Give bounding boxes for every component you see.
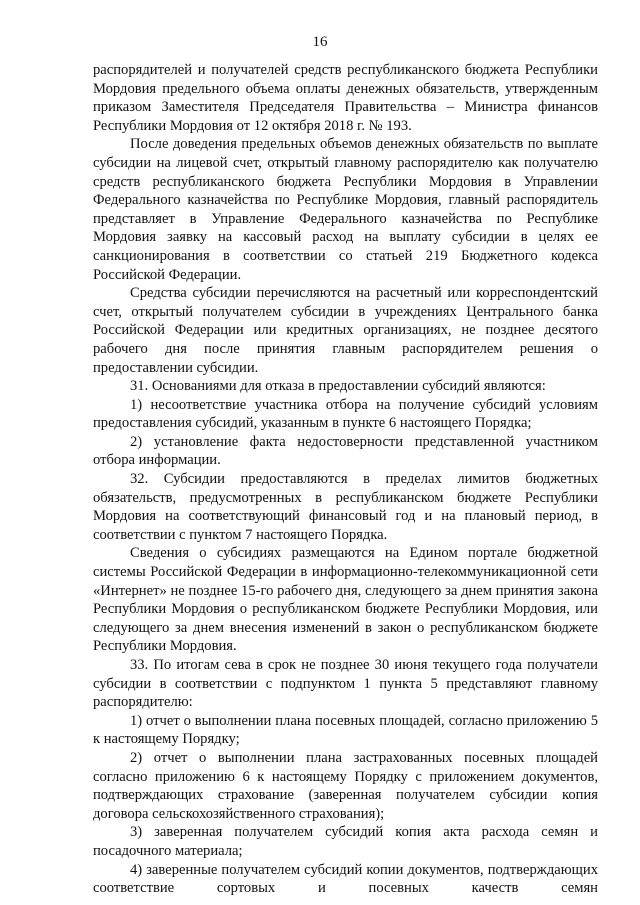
list-item: 1) несоответствие участника отбора на получение субсидий условиям предоставления субсидий, указанным в пункте 6 настоящего Порядка; bbox=[93, 396, 598, 432]
list-item: 2) отчет о выполнении плана застрахованных посевных площадей согласно приложению 6 к настоящему Порядку с приложением документов, подтверждающих страхование (заверенная получателем субсидии копия договора сельскохозяйственного страхования); bbox=[93, 749, 598, 822]
paragraph: 31. Основаниями для отказа в предоставлении субсидий являются: bbox=[130, 378, 546, 395]
paragraph: Сведения о субсидиях размещаются на Едином портале бюджетной системы Российской Федерации в информационно-телекоммуникационной сети «Интернет» не позднее 15-го рабочего дня, следующего за днем принятия закона Республики Мордовия о республиканском бюджете Республики Мордовия, или следующего за днем внесения изменений в закон о республиканском бюджете Республики Мордовия. bbox=[93, 545, 598, 655]
list-item: 3) заверенная получателем субсидий копия акта расхода семян и посадочного материала; bbox=[93, 824, 598, 859]
paragraph: 33. По итогам сева в срок не позднее 30 июня текущего года получатели субсидии в соответствии с подпунктом 1 пункта 5 представляют главному распорядителю: bbox=[93, 657, 598, 711]
paragraph: Средства субсидии перечисляются на расчетный или корреспондентский счет, открытый получателем субсидии в учреждениях Центрального банка Российской Федерации или кредитных организациях, не позднее десятого рабочего дня после принятия главным распорядителем решения о предоставлении субсидии. bbox=[93, 285, 598, 376]
list-item: 4) заверенные получателем субсидий копии документов, подтверждающих соответствие сортовых и посевных качеств семян bbox=[93, 861, 598, 897]
page-number: 16 bbox=[312, 34, 328, 50]
paragraph: После доведения предельных объемов денежных обязательств по выплате субсидии на лицевой счет, открытый главному распорядителю как получателю средств республиканского бюджета Республики Мордовия в Управлении Федерального казначейства по Республике Мордовия, главный распорядитель представляет в Управление Федерального казначейства по Республике Мордовия заявку на кассовый расход на выплату субсидии в целях ее санкционирования в соответствии со статьей 219 Бюджетного кодекса Российской Федерации. bbox=[93, 136, 598, 283]
paragraph: распорядителей и получателей средств республиканского бюджета Республики Мордовия предельного объема оплаты денежных обязательств, утвержденным приказом Заместителя Председателя Правительства – Министра финансов Республики Мордовия от 12 октября 2018 г. № 193. bbox=[93, 62, 598, 134]
document-body bbox=[93, 61, 598, 898]
paragraph: 32. Субсидии предоставляются в пределах лимитов бюджетных обязательств, предусмотренных в республиканском бюджете Республики Мордовия на соответствующий финансовый год и на плановый период, в соответствии с пунктом 7 настоящего Порядка. bbox=[93, 471, 598, 543]
list-item: 2) установление факта недостоверности представленной участником отбора информации. bbox=[93, 433, 598, 469]
list-item: 1) отчет о выполнении плана посевных площадей, согласно приложению 5 к настоящему Порядку; bbox=[93, 712, 598, 748]
